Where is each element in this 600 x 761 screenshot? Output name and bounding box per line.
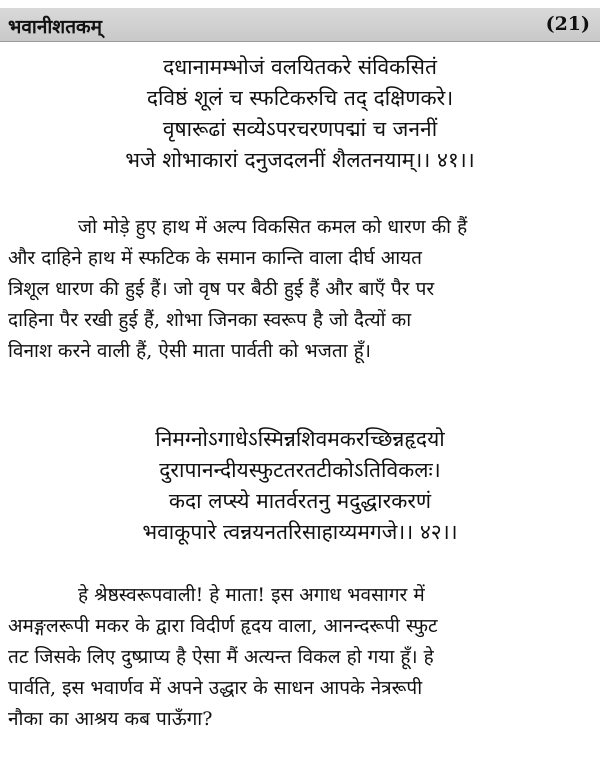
paragraph-line: तट जिसके लिए दुष्प्राप्य है ऐसा मैं अत्यन्त विकल हो गया हूँ। हे (8, 646, 434, 668)
paragraph-line: नौका का आश्रय कब पाऊँगा? (8, 708, 213, 730)
paragraph-line: हे श्रेष्ठस्वरूपवाली! हे माता! इस अगाध भवसागर में (78, 584, 425, 606)
verse-line: भवाकूपारे त्वन्नयनतरिसाहाय्यमगजे।। ४२।। (142, 520, 458, 544)
paragraph-line: अमङ्गलरूपी मकर के द्वारा विदीर्ण हृदय वाला, आनन्दरूपी स्फुट (8, 615, 438, 637)
verse-line: भजे शोभाकारां दनुजदलनीं शैलतनयाम्।। ४१।। (125, 148, 475, 172)
paragraph-line: त्रिशूल धारण की हुई हैं। जो वृष पर बैठी हुई हैं और बाएँ पैर पर (8, 278, 435, 300)
hindi-translation-41 (8, 212, 592, 367)
paragraph-line: विनाश करने वाली हैं, ऐसी माता पार्वती को भजता हूँ। (8, 340, 371, 362)
verse-line: दविष्ठं शूलं च स्फटिकरुचि तद् दक्षिणकरे। (146, 86, 454, 110)
page-header (0, 8, 600, 42)
verse-line: कदा लप्स्ये मातर्वरतनु मदुद्धारकरणं (168, 489, 432, 513)
verse-line: दुरापानन्दीयस्फुटतरतटीकोऽतिविकलः। (159, 458, 441, 482)
sanskrit-verse-42 (0, 424, 600, 548)
verse-line: दधानामम्भोजं वलयितकरे संविकसितं (163, 55, 437, 79)
paragraph-line: और दाहिने हाथ में स्फटिक के समान कान्ति वाला दीर्घ आयत (8, 247, 422, 269)
page-number: (21) (545, 13, 590, 35)
verse-line: निमग्नोऽगाधेऽस्मिन्नशिवमकरच्छिन्नहृदयो (155, 427, 445, 451)
sanskrit-verse-41 (0, 52, 600, 176)
verse-line: वृषारूढां सव्येऽपरचरणपद्मां च जननीं (162, 117, 438, 141)
hindi-translation-42 (8, 580, 592, 735)
paragraph-line: पार्वति, इस भवार्णव में अपने उद्धार के साधन आपके नेत्ररूपी (8, 677, 423, 699)
paragraph-line: जो मोड़े हुए हाथ में अल्प विकसित कमल को धारण की हैं (78, 216, 468, 238)
running-title: भवानीशतकम् (8, 16, 103, 38)
paragraph-line: दाहिना पैर रखी हुई हैं, शोभा जिनका स्वरूप है जो दैत्यों का (8, 309, 412, 331)
